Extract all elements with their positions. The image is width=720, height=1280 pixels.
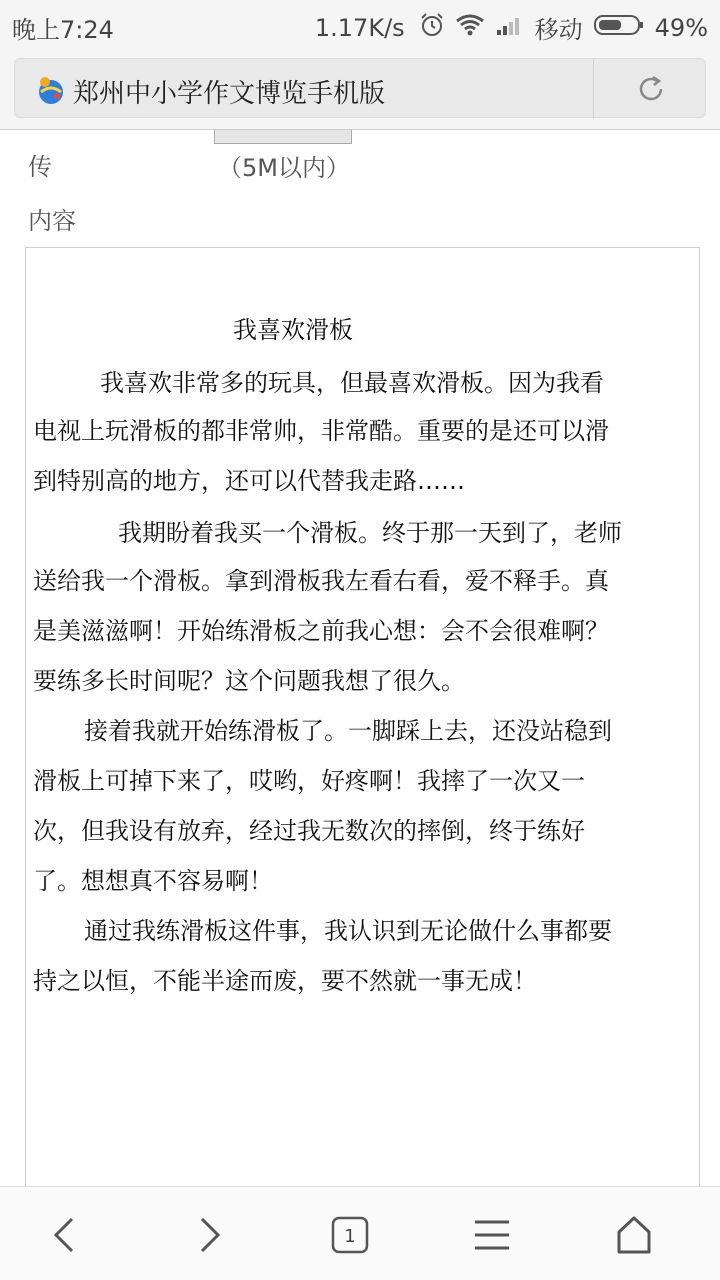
address-bar[interactable]: [14, 58, 706, 118]
carrier: 移动: [534, 16, 583, 44]
essay-line: 是美滋滋啊！开始练滑板之前我心想：会不会很难啊？: [33, 617, 609, 645]
upload-size-hint: （5M以内）: [218, 154, 350, 182]
status-right: [315, 10, 708, 45]
essay-line: 送给我一个滑板。拿到滑板我左看右看，爱不释手。真: [33, 567, 609, 595]
browser-toolbar: [0, 50, 720, 130]
back-icon[interactable]: [42, 1211, 90, 1259]
essay-line: 了。想想真不容易啊！: [33, 867, 273, 895]
site-logo-icon: [35, 74, 67, 106]
tabs-icon[interactable]: [326, 1211, 374, 1259]
toolbar-divider: [0, 129, 720, 130]
upload-label: 传: [28, 153, 52, 181]
essay-line: 通过我练滑板这件事，我认识到无论做什么事都要: [84, 917, 612, 945]
home-icon[interactable]: [610, 1211, 658, 1259]
essay-line: 到特别高的地方，还可以代替我走路……: [33, 467, 465, 495]
essay-line: 我喜欢非常多的玩具，但最喜欢滑板。因为我看: [100, 369, 604, 397]
essay-title: 我喜欢滑板: [233, 316, 353, 344]
essay-line: 次，但我设有放弃，经过我无数次的摔倒，终于练好: [33, 817, 585, 845]
essay-line: 接着我就开始练滑板了。一脚踩上去，还没站稳到: [84, 717, 612, 745]
essay-line: 电视上玩滑板的都非常帅，非常酷。重要的是还可以滑: [33, 417, 609, 445]
battery-level: 49%: [654, 13, 708, 42]
forward-icon[interactable]: [184, 1211, 232, 1259]
signal-icon: [495, 13, 525, 43]
reload-icon[interactable]: [635, 73, 667, 105]
alarm-icon: [419, 12, 445, 44]
tab-count: 1: [344, 1226, 356, 1247]
wifi-icon: [455, 13, 485, 43]
content-label: 内容: [28, 207, 76, 235]
essay-line: 持之以恒，不能半途而废，要不然就一事无成！: [33, 967, 537, 995]
essay-line: 要练多长时间呢？这个问题我想了很久。: [33, 667, 465, 695]
menu-icon[interactable]: [468, 1211, 516, 1259]
status-bar: [0, 0, 720, 50]
essay-line: 我期盼着我买一个滑板。终于那一天到了，老师: [118, 519, 622, 547]
address-divider: [593, 59, 594, 119]
battery-icon: [593, 13, 645, 43]
browser-bottom-nav: [0, 1186, 720, 1280]
page-title: 郑州中小学作文博览手机版: [73, 79, 386, 109]
file-choose-button[interactable]: [214, 130, 352, 144]
net-speed: 1.17K/s: [314, 13, 405, 42]
status-time: 晚上7:24: [12, 16, 114, 44]
essay-line: 滑板上可掉下来了，哎哟，好疼啊！我摔了一次又一: [33, 767, 585, 795]
